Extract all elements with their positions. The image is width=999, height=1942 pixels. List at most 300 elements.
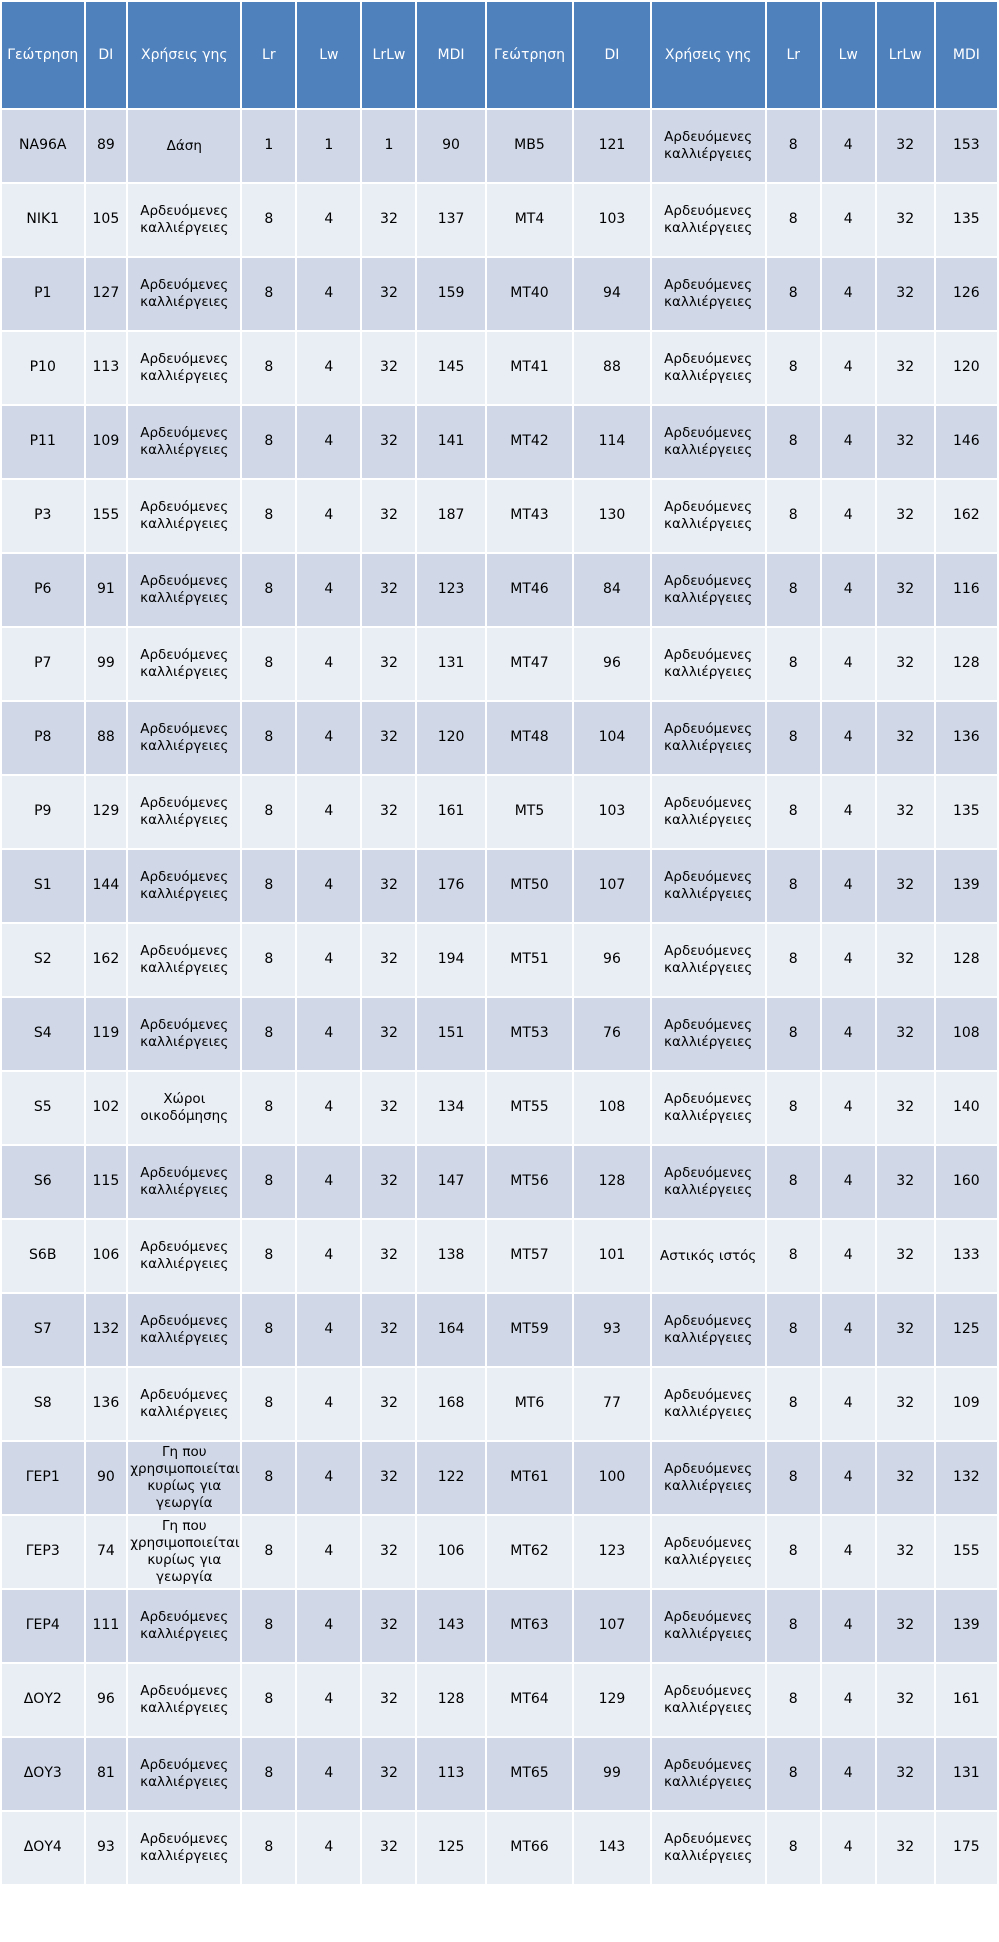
mdi-value-cell: 159: [417, 258, 484, 330]
land-use-cell: Αρδευόμενες καλλιέργειες: [652, 1812, 765, 1884]
lw-value-cell: 4: [297, 1516, 360, 1588]
lw-value-cell: 4: [822, 1738, 875, 1810]
di-header: DI: [86, 2, 127, 108]
lrlw-value-cell: 32: [877, 1368, 934, 1440]
land-use-header: Χρήσεις γης: [128, 2, 240, 108]
table-row: [2, 1812, 997, 1884]
mdi-value-cell: 116: [936, 554, 997, 626]
table-row: [2, 480, 997, 552]
mdi-value-cell: 168: [417, 1368, 484, 1440]
land-use-cell: Αρδευόμενες καλλιέργειες: [652, 850, 765, 922]
lw-value-cell: 4: [297, 924, 360, 996]
land-use-cell: Δάση: [128, 110, 240, 182]
well-id-cell: MT6: [487, 1368, 573, 1440]
land-use-cell: Γη που χρησιμοποιείται κυρίως για γεωργία: [128, 1516, 240, 1588]
lrlw-value-cell: 32: [877, 1442, 934, 1514]
well-id-cell: MT55: [487, 1072, 573, 1144]
well-id-cell: MT40: [487, 258, 573, 330]
lr-value-cell: 8: [242, 480, 295, 552]
mdi-value-cell: 143: [417, 1590, 484, 1662]
lw-value-cell: 4: [297, 1220, 360, 1292]
lr-value-cell: 8: [767, 924, 820, 996]
table-row: [2, 258, 997, 330]
well-id-cell: MT65: [487, 1738, 573, 1810]
mdi-value-cell: 155: [936, 1516, 997, 1588]
land-use-cell: Αρδευόμενες καλλιέργειες: [652, 776, 765, 848]
lw-value-cell: 4: [822, 1294, 875, 1366]
land-use-cell: Αρδευόμενες καλλιέργειες: [128, 1664, 240, 1736]
mdi-header: MDI: [417, 2, 484, 108]
lw-value-cell: 4: [297, 332, 360, 404]
di-value-cell: 103: [574, 776, 649, 848]
lrlw-header: LrLw: [362, 2, 415, 108]
well-header: Γεώτρηση: [2, 2, 84, 108]
lrlw-value-cell: 32: [877, 554, 934, 626]
land-use-cell: Αρδευόμενες καλλιέργειες: [128, 1294, 240, 1366]
well-id-cell: MT53: [487, 998, 573, 1070]
land-use-cell: Αρδευόμενες καλλιέργειες: [652, 1072, 765, 1144]
well-id-cell: MT50: [487, 850, 573, 922]
well-id-cell: ΔΟΥ4: [2, 1812, 84, 1884]
lw-value-cell: 4: [822, 702, 875, 774]
lrlw-value-cell: 32: [877, 1072, 934, 1144]
well-id-cell: P11: [2, 406, 84, 478]
well-id-cell: MT48: [487, 702, 573, 774]
lw-value-cell: 4: [822, 628, 875, 700]
land-use-cell: Αρδευόμενες καλλιέργειες: [128, 1220, 240, 1292]
well-id-cell: S2: [2, 924, 84, 996]
land-use-cell: Αρδευόμενες καλλιέργειες: [128, 1812, 240, 1884]
lw-value-cell: 4: [297, 554, 360, 626]
di-value-cell: 99: [574, 1738, 649, 1810]
lrlw-value-cell: 32: [877, 628, 934, 700]
di-value-cell: 96: [574, 628, 649, 700]
di-value-cell: 94: [574, 258, 649, 330]
table-row: [2, 406, 997, 478]
lw-value-cell: 4: [297, 1664, 360, 1736]
well-id-cell: MT56: [487, 1146, 573, 1218]
di-value-cell: 100: [574, 1442, 649, 1514]
land-use-cell: Αρδευόμενες καλλιέργειες: [128, 628, 240, 700]
di-value-cell: 114: [574, 406, 649, 478]
well-id-cell: S6B: [2, 1220, 84, 1292]
mdi-value-cell: 147: [417, 1146, 484, 1218]
well-id-cell: ΔΟΥ2: [2, 1664, 84, 1736]
well-id-cell: MT51: [487, 924, 573, 996]
lw-value-cell: 4: [297, 998, 360, 1070]
mdi-value-cell: 90: [417, 110, 484, 182]
lw-value-cell: 4: [297, 1812, 360, 1884]
land-use-cell: Αρδευόμενες καλλιέργειες: [128, 554, 240, 626]
lrlw-value-cell: 32: [362, 1146, 415, 1218]
land-use-cell: Αρδευόμενες καλλιέργειες: [652, 184, 765, 256]
table-row: [2, 1516, 997, 1588]
lw-value-cell: 4: [297, 1146, 360, 1218]
land-use-cell: Αρδευόμενες καλλιέργειες: [128, 1146, 240, 1218]
lr-value-cell: 8: [242, 850, 295, 922]
lrlw-value-cell: 32: [877, 258, 934, 330]
lr-value-cell: 8: [767, 1072, 820, 1144]
lw-value-cell: 4: [297, 702, 360, 774]
lr-value-cell: 8: [242, 998, 295, 1070]
lr-value-cell: 8: [242, 554, 295, 626]
table-row: [2, 1220, 997, 1292]
di-value-cell: 128: [574, 1146, 649, 1218]
lr-value-cell: 8: [767, 850, 820, 922]
di-value-cell: 89: [86, 110, 127, 182]
di-value-cell: 113: [86, 332, 127, 404]
lr-value-cell: 1: [242, 110, 295, 182]
land-use-cell: Αστικός ιστός: [652, 1220, 765, 1292]
lrlw-header-2: LrLw: [877, 2, 934, 108]
table-header-row: [2, 2, 997, 108]
lw-value-cell: 4: [297, 1368, 360, 1440]
well-id-cell: MT41: [487, 332, 573, 404]
di-value-cell: 129: [574, 1664, 649, 1736]
mdi-value-cell: 133: [936, 1220, 997, 1292]
land-use-cell: Αρδευόμενες καλλιέργειες: [652, 406, 765, 478]
well-id-cell: MT64: [487, 1664, 573, 1736]
lr-value-cell: 8: [767, 702, 820, 774]
di-value-cell: 93: [86, 1812, 127, 1884]
lrlw-value-cell: 32: [877, 1146, 934, 1218]
lr-value-cell: 8: [242, 702, 295, 774]
lr-value-cell: 8: [767, 480, 820, 552]
lrlw-value-cell: 32: [877, 480, 934, 552]
di-value-cell: 76: [574, 998, 649, 1070]
table-row: [2, 850, 997, 922]
land-use-cell: Αρδευόμενες καλλιέργειες: [128, 1590, 240, 1662]
table-row: [2, 110, 997, 182]
lrlw-value-cell: 32: [877, 1664, 934, 1736]
di-value-cell: 101: [574, 1220, 649, 1292]
di-value-cell: 105: [86, 184, 127, 256]
land-use-cell: Αρδευόμενες καλλιέργειες: [128, 258, 240, 330]
land-use-cell: Αρδευόμενες καλλιέργειες: [652, 1294, 765, 1366]
table-row: [2, 776, 997, 848]
land-use-cell: Αρδευόμενες καλλιέργειες: [652, 924, 765, 996]
lr-value-cell: 8: [767, 1442, 820, 1514]
lr-value-cell: 8: [767, 1590, 820, 1662]
mdi-value-cell: 187: [417, 480, 484, 552]
lw-value-cell: 4: [297, 628, 360, 700]
land-use-cell: Αρδευόμενες καλλιέργειες: [652, 1442, 765, 1514]
mdi-value-cell: 109: [936, 1368, 997, 1440]
mdi-value-cell: 128: [936, 628, 997, 700]
mdi-value-cell: 151: [417, 998, 484, 1070]
lrlw-value-cell: 32: [877, 184, 934, 256]
lrlw-value-cell: 32: [362, 850, 415, 922]
lrlw-value-cell: 32: [362, 1072, 415, 1144]
lrlw-value-cell: 32: [362, 406, 415, 478]
mdi-value-cell: 145: [417, 332, 484, 404]
di-value-cell: 96: [574, 924, 649, 996]
lw-value-cell: 4: [822, 1072, 875, 1144]
well-id-cell: S7: [2, 1294, 84, 1366]
mdi-value-cell: 128: [936, 924, 997, 996]
mdi-value-cell: 175: [936, 1812, 997, 1884]
lr-value-cell: 8: [767, 1516, 820, 1588]
di-value-cell: 109: [86, 406, 127, 478]
lw-value-cell: 4: [822, 480, 875, 552]
di-value-cell: 127: [86, 258, 127, 330]
lr-value-cell: 8: [242, 628, 295, 700]
lrlw-value-cell: 32: [362, 702, 415, 774]
lrlw-value-cell: 32: [877, 1220, 934, 1292]
di-value-cell: 132: [86, 1294, 127, 1366]
lw-value-cell: 4: [822, 1146, 875, 1218]
lrlw-value-cell: 32: [362, 332, 415, 404]
di-value-cell: 88: [86, 702, 127, 774]
lr-value-cell: 8: [242, 776, 295, 848]
table-row: [2, 1738, 997, 1810]
table-row: [2, 184, 997, 256]
well-id-cell: S4: [2, 998, 84, 1070]
well-id-cell: P9: [2, 776, 84, 848]
land-use-header-2: Χρήσεις γης: [652, 2, 765, 108]
di-value-cell: 119: [86, 998, 127, 1070]
land-use-cell: Αρδευόμενες καλλιέργειες: [652, 554, 765, 626]
di-value-cell: 104: [574, 702, 649, 774]
lrlw-value-cell: 32: [877, 332, 934, 404]
di-value-cell: 136: [86, 1368, 127, 1440]
lrlw-value-cell: 32: [362, 998, 415, 1070]
lr-value-cell: 8: [767, 1368, 820, 1440]
lrlw-value-cell: 32: [362, 258, 415, 330]
land-use-cell: Αρδευόμενες καλλιέργειες: [652, 702, 765, 774]
mdi-value-cell: 161: [417, 776, 484, 848]
lr-value-cell: 8: [242, 924, 295, 996]
di-header-2: DI: [574, 2, 649, 108]
di-value-cell: 155: [86, 480, 127, 552]
lw-value-cell: 4: [822, 1516, 875, 1588]
lrlw-value-cell: 32: [362, 1442, 415, 1514]
well-id-cell: ΓΕΡ1: [2, 1442, 84, 1514]
mdi-value-cell: 138: [417, 1220, 484, 1292]
lw-value-cell: 4: [822, 1664, 875, 1736]
lrlw-value-cell: 32: [362, 1590, 415, 1662]
land-use-cell: Γη που χρησιμοποιείται κυρίως για γεωργία: [128, 1442, 240, 1514]
lr-value-cell: 8: [767, 1812, 820, 1884]
well-header-2: Γεώτρηση: [487, 2, 573, 108]
lr-value-cell: 8: [242, 1738, 295, 1810]
lr-value-cell: 8: [242, 1516, 295, 1588]
mdi-value-cell: 120: [936, 332, 997, 404]
well-id-cell: ΔΟΥ3: [2, 1738, 84, 1810]
lw-value-cell: 4: [822, 554, 875, 626]
lw-value-cell: 1: [297, 110, 360, 182]
land-use-cell: Αρδευόμενες καλλιέργειες: [128, 850, 240, 922]
table-row: [2, 554, 997, 626]
lw-value-cell: 4: [297, 1590, 360, 1662]
land-use-cell: Αρδευόμενες καλλιέργειες: [652, 1368, 765, 1440]
land-use-cell: Αρδευόμενες καλλιέργειες: [128, 406, 240, 478]
table-row: [2, 1294, 997, 1366]
lr-header-2: Lr: [767, 2, 820, 108]
land-use-cell: Αρδευόμενες καλλιέργειες: [128, 702, 240, 774]
lrlw-value-cell: 32: [877, 1812, 934, 1884]
lw-value-cell: 4: [297, 850, 360, 922]
lr-value-cell: 8: [767, 1146, 820, 1218]
lw-value-cell: 4: [822, 1442, 875, 1514]
lrlw-value-cell: 32: [877, 1590, 934, 1662]
lw-value-cell: 4: [822, 1812, 875, 1884]
di-value-cell: 102: [86, 1072, 127, 1144]
lrlw-value-cell: 32: [362, 1664, 415, 1736]
mdi-value-cell: 194: [417, 924, 484, 996]
lrlw-value-cell: 32: [362, 628, 415, 700]
lrlw-value-cell: 32: [362, 184, 415, 256]
lw-value-cell: 4: [297, 1738, 360, 1810]
lrlw-value-cell: 32: [362, 1220, 415, 1292]
lr-value-cell: 8: [767, 628, 820, 700]
well-id-cell: P8: [2, 702, 84, 774]
table-row: [2, 332, 997, 404]
lw-value-cell: 4: [297, 1072, 360, 1144]
lw-value-cell: 4: [297, 1294, 360, 1366]
mdi-value-cell: 139: [936, 1590, 997, 1662]
land-use-cell: Αρδευόμενες καλλιέργειες: [652, 480, 765, 552]
mdi-value-cell: 123: [417, 554, 484, 626]
lr-value-cell: 8: [767, 1294, 820, 1366]
lrlw-value-cell: 32: [362, 1516, 415, 1588]
well-id-cell: ΓΕΡ4: [2, 1590, 84, 1662]
land-use-cell: Αρδευόμενες καλλιέργειες: [128, 480, 240, 552]
land-use-cell: Αρδευόμενες καλλιέργειες: [652, 998, 765, 1070]
di-value-cell: 93: [574, 1294, 649, 1366]
lw-value-cell: 4: [822, 406, 875, 478]
di-value-cell: 144: [86, 850, 127, 922]
well-id-cell: MT43: [487, 480, 573, 552]
mdi-value-cell: 153: [936, 110, 997, 182]
land-use-cell: Αρδευόμενες καλλιέργειες: [128, 184, 240, 256]
lrlw-value-cell: 32: [362, 480, 415, 552]
di-value-cell: 77: [574, 1368, 649, 1440]
lr-value-cell: 8: [767, 184, 820, 256]
di-value-cell: 108: [574, 1072, 649, 1144]
lr-value-cell: 8: [242, 1072, 295, 1144]
di-value-cell: 90: [86, 1442, 127, 1514]
lw-header-2: Lw: [822, 2, 875, 108]
mdi-value-cell: 176: [417, 850, 484, 922]
lrlw-value-cell: 32: [362, 1738, 415, 1810]
di-value-cell: 106: [86, 1220, 127, 1292]
lrlw-value-cell: 32: [877, 776, 934, 848]
well-id-cell: MT5: [487, 776, 573, 848]
mdi-value-cell: 135: [936, 776, 997, 848]
lr-value-cell: 8: [242, 1368, 295, 1440]
well-id-cell: MT62: [487, 1516, 573, 1588]
lrlw-value-cell: 32: [877, 1516, 934, 1588]
lrlw-value-cell: 32: [362, 1368, 415, 1440]
mdi-value-cell: 146: [936, 406, 997, 478]
land-use-cell: Αρδευόμενες καλλιέργειες: [652, 1146, 765, 1218]
mdi-value-cell: 164: [417, 1294, 484, 1366]
lrlw-value-cell: 32: [877, 110, 934, 182]
well-id-cell: MB5: [487, 110, 573, 182]
lw-value-cell: 4: [297, 776, 360, 848]
lr-value-cell: 8: [767, 1738, 820, 1810]
mdi-value-cell: 134: [417, 1072, 484, 1144]
well-id-cell: S1: [2, 850, 84, 922]
di-value-cell: 107: [574, 1590, 649, 1662]
di-value-cell: 115: [86, 1146, 127, 1218]
land-use-cell: Αρδευόμενες καλλιέργειες: [652, 1738, 765, 1810]
mdi-value-cell: 120: [417, 702, 484, 774]
well-id-cell: MT63: [487, 1590, 573, 1662]
di-value-cell: 74: [86, 1516, 127, 1588]
lrlw-value-cell: 32: [877, 924, 934, 996]
lr-value-cell: 8: [767, 776, 820, 848]
land-use-cell: Αρδευόμενες καλλιέργειες: [652, 258, 765, 330]
well-id-cell: MT46: [487, 554, 573, 626]
table-body: [2, 110, 997, 1884]
table-row: [2, 1368, 997, 1440]
mdi-value-cell: 162: [936, 480, 997, 552]
lw-value-cell: 4: [822, 998, 875, 1070]
well-id-cell: MT61: [487, 1442, 573, 1514]
table-row: [2, 1146, 997, 1218]
lw-value-cell: 4: [297, 406, 360, 478]
land-use-cell: Αρδευόμενες καλλιέργειες: [128, 924, 240, 996]
di-value-cell: 91: [86, 554, 127, 626]
lw-value-cell: 4: [822, 924, 875, 996]
well-id-cell: MT57: [487, 1220, 573, 1292]
land-use-cell: Αρδευόμενες καλλιέργειες: [652, 332, 765, 404]
mdi-value-cell: 160: [936, 1146, 997, 1218]
land-use-cell: Αρδευόμενες καλλιέργειες: [652, 1516, 765, 1588]
table-row: [2, 702, 997, 774]
table-row: [2, 628, 997, 700]
di-value-cell: 84: [574, 554, 649, 626]
di-value-cell: 103: [574, 184, 649, 256]
mdi-value-cell: 106: [417, 1516, 484, 1588]
mdi-value-cell: 135: [936, 184, 997, 256]
lrlw-value-cell: 32: [362, 554, 415, 626]
lw-value-cell: 4: [822, 1368, 875, 1440]
lr-value-cell: 8: [767, 1220, 820, 1292]
lrlw-value-cell: 32: [877, 702, 934, 774]
mdi-value-cell: 108: [936, 998, 997, 1070]
well-id-cell: P1: [2, 258, 84, 330]
well-id-cell: P6: [2, 554, 84, 626]
lr-value-cell: 8: [242, 1146, 295, 1218]
lr-value-cell: 8: [242, 258, 295, 330]
table-row: [2, 1590, 997, 1662]
di-value-cell: 88: [574, 332, 649, 404]
lw-value-cell: 4: [297, 258, 360, 330]
lr-value-cell: 8: [242, 1664, 295, 1736]
mdi-value-cell: 132: [936, 1442, 997, 1514]
land-use-cell: Αρδευόμενες καλλιέργειες: [128, 1368, 240, 1440]
mdi-value-cell: 136: [936, 702, 997, 774]
lrlw-value-cell: 32: [362, 924, 415, 996]
well-id-cell: MT47: [487, 628, 573, 700]
lw-value-cell: 4: [822, 332, 875, 404]
well-id-cell: NIK1: [2, 184, 84, 256]
lw-value-cell: 4: [822, 184, 875, 256]
lr-value-cell: 8: [242, 1220, 295, 1292]
lr-value-cell: 8: [767, 332, 820, 404]
di-value-cell: 162: [86, 924, 127, 996]
well-id-cell: S6: [2, 1146, 84, 1218]
well-id-cell: NA96A: [2, 110, 84, 182]
land-use-cell: Αρδευόμενες καλλιέργειες: [128, 776, 240, 848]
land-use-cell: Αρδευόμενες καλλιέργειες: [652, 628, 765, 700]
lw-header: Lw: [297, 2, 360, 108]
land-use-cell: Αρδευόμενες καλλιέργειες: [652, 1664, 765, 1736]
lrlw-value-cell: 32: [877, 1294, 934, 1366]
